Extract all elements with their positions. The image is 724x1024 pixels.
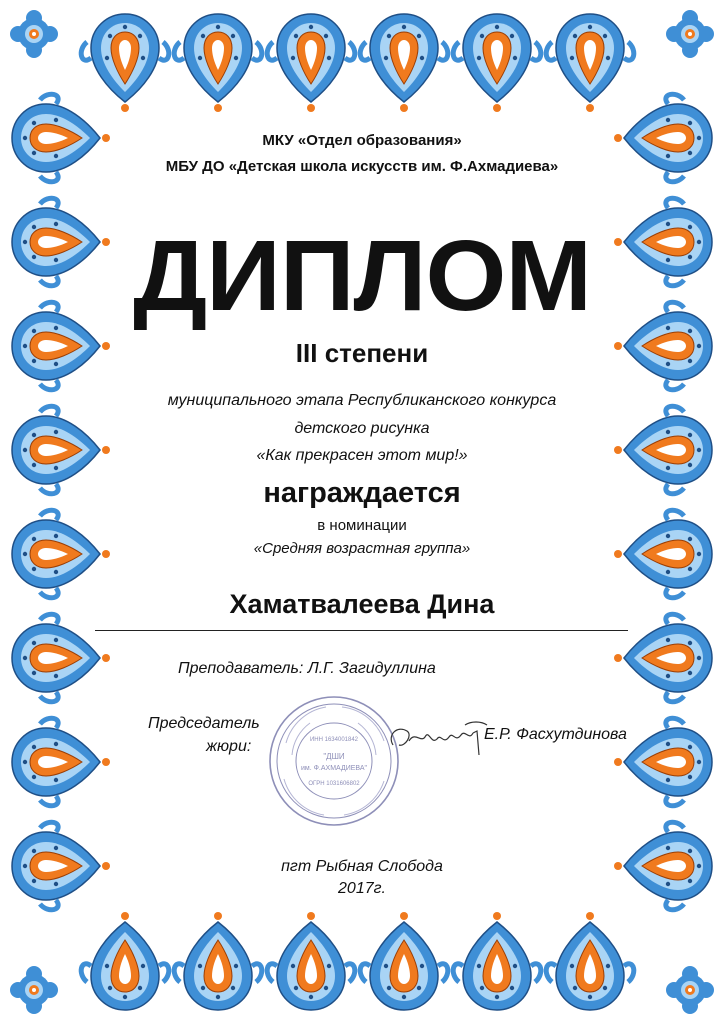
organization-line-2: МБУ ДО «Детская школа искусств им. Ф.Ахмадиева»	[165, 158, 559, 175]
teacher-line: Преподаватель: Л.Г. Загидуллина	[178, 660, 436, 677]
awarded-heading: награждается	[263, 477, 461, 509]
chair-signature	[385, 715, 490, 763]
diploma-title: ДИПЛОМ	[133, 220, 591, 332]
organization-line-1: МКУ «Отдел образования»	[262, 132, 462, 149]
stamp-inn: ИНН 1634001842	[309, 737, 359, 743]
contest-description-1: муниципального этапа Республиканского конкурса	[167, 392, 557, 409]
year: 2017г.	[338, 880, 386, 897]
chair-name: Е.Р. Фасхутдинова	[484, 726, 627, 743]
official-stamp	[266, 693, 402, 829]
city: пгт Рыбная Слобода	[281, 858, 443, 875]
contest-description-2: детского рисунка	[294, 420, 430, 437]
diploma-degree: III степени	[295, 338, 429, 368]
chair-label-1: Председатель	[148, 715, 260, 732]
stamp-center-line-1: "ДШИ	[323, 752, 345, 761]
recipient-underline	[95, 630, 628, 631]
nomination-label: в номинации	[317, 517, 407, 534]
nomination-name: «Средняя возрастная группа»	[253, 540, 471, 557]
recipient-name: Хаматвалеева Дина	[229, 589, 495, 619]
stamp-center-line-2: им. Ф.АХМАДИЕВА"	[301, 765, 367, 772]
stamp-ogrn: ОГРН 1031606802	[308, 781, 360, 787]
contest-description-3: «Как прекрасен этот мир!»	[256, 447, 468, 464]
chair-label-2: жюри:	[206, 738, 252, 755]
